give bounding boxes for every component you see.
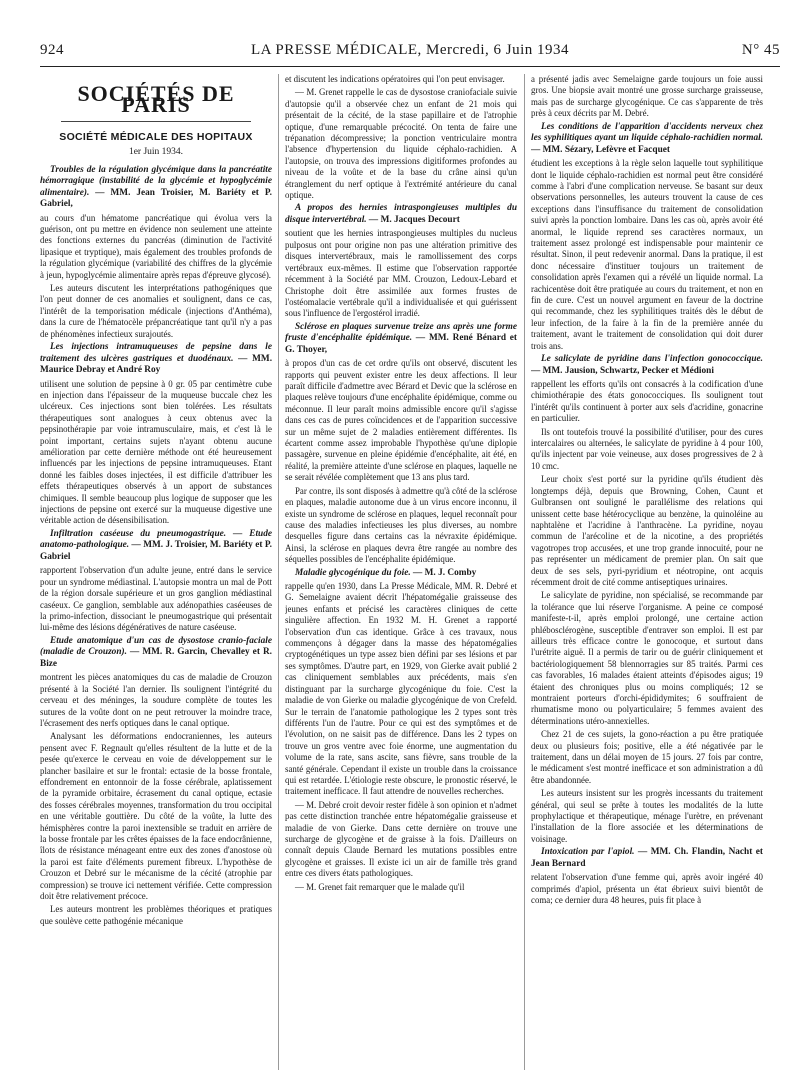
- article-title: Infiltration caséeuse du pneumogastrique. — Etude anatomo-pathologique. —: [40, 528, 272, 551]
- article-title: Etude anatomique d'un cas de dysostose cranio-faciale (maladie de Crouzon). —: [40, 635, 272, 658]
- article-title: Les injections intramuqueuses de pepsine dans le traitement des ulcères gastriques et duodénaux. —: [40, 342, 272, 364]
- article-authors: MM. Maurice Debray et André Roy: [40, 353, 272, 376]
- page-number: 924: [40, 42, 64, 58]
- article-pyridine: [531, 354, 763, 377]
- article-pneumogastrique: [40, 529, 272, 564]
- society-title: SOCIÉTÉ MÉDICALE DES HOPITAUX: [59, 130, 253, 143]
- issue-number: N° 45: [741, 42, 780, 58]
- article-title: Les conditions de l'apparition d'accidents nerveux chez les syphilitiques ayant un liquide céphalo-rachidien normal. —: [531, 121, 763, 155]
- paragraph: Le salicylate de pyridine, non spécialisé, se recommande par la tolérance que lui réserve l'organisme. A peine ce composé manifeste-t-il, après emploi prolongé, une certaine action phlébosclérogène, susceptible d'entraver son emploi. Il est par ailleurs très efficace contre le gonocoque, et surtout dans l'urétrite aiguë. Il a permis de tarir ou de guérir cliniquement et bactériologiquement 58 blennorragies sur 85 traités. Parmi ces cas favorables, 16 malades étaient atteints d'épisodes aigus; 19 étaient des chroniques plus ou moins compliqués; 12 se montraient porteurs d'orchi-épididymites; 6 souffraient de rhumatisme mono ou polyarticulaire; 5 femmes avaient des déterminations utéro-annexielles.: [531, 590, 763, 726]
- paragraph: au cours d'un hématome pancréatique qui évolua vers la guérison, ont pu mettre en évidence non seulement une atteinte des fonctions externes du pancréas (diminution de l'activité lipasique et tryptique), mais également des troubles profonds de la régulation glycémique (variabilité des chiffres de la glycémie à jeun, hypoglycémie alimentaire après repas d'épreuve glycosé).: [40, 212, 272, 280]
- article-title: Sclérose en plaques survenue treize ans après une forme fruste d'encéphalite épidémique. —: [285, 321, 517, 344]
- paragraph: rapportent l'observation d'un adulte jeune, entré dans le service pour un syndrome médiastinal. L'autopsie montra un mal de Pott de la région dorsale supérieure et un gros ganglion médiastinal caséeux. Ce ganglion, semblable aux adénopathies caséeuses de la primo-infection, dissociant le pneumogastrique qui présentait lui-même des lésions dégénératives de nature caséeuse.: [40, 565, 272, 633]
- column-1: [40, 74, 272, 1070]
- article-pancreatite: [40, 165, 272, 211]
- paragraph: Chez 21 de ces sujets, la gono-réaction a pu être pratiquée deux ou plusieurs fois; positive, elle a été négativée par le traitement, dans un délai moyen de 15 jours. 27 fois par contre, le médicament s'est montré inefficace et son administration a dû être abandonnée.: [531, 729, 763, 785]
- article-sclerose: [285, 322, 517, 357]
- article-syphilitiques: [531, 122, 763, 157]
- journal-title: LA PRESSE MÉDICALE, Mercredi, 6 Juin 1934: [251, 42, 569, 58]
- paragraph: et discutent les indications opératoires qui l'on peut envisager.: [285, 74, 505, 84]
- session-date: 1er Juin 1934.: [128, 147, 184, 158]
- paragraph: relatent l'observation d'une femme qui, après avoir ingéré 40 comprimés d'apiol, présenta un état ébrieux suivi bientôt de coma; ce dernier dura 48 heures, puis fit place à: [531, 872, 763, 906]
- article-pepsine: [40, 342, 272, 377]
- paragraph: Ils ont toutefois trouvé la possibilité d'utiliser, pour des cures intercalaires ou alternées, le salicylate de pyridine à 4 pour 100, qu'ils injectent par voie veineuse, aux doses progressives de 2 à 10 cmc.: [531, 426, 763, 471]
- article-title: A propos des hernies intraspongieuses multiples du disque intervertébral. —: [285, 203, 517, 225]
- paragraph: rappellent les efforts qu'ils ont consacrés à la codification d'une chimiothérapie des états gonococciques. Ils soulignent tout l'intérêt qu'ils continuent à porter aux sels d'acridine, gonacrine en particulier.: [531, 379, 763, 424]
- paragraph: utilisent une solution de pepsine à 0 gr. 05 par centimètre cube en injection dans l'épaisseur de la muqueuse buccale chez les ulcéreux. Ces injections sont bien tolérées. Les résultats thérapeutiques sont analogues à ceux obtenus avec la pepsinothérapie par voie intramusculaire, mais, et c'est là le point important, certains sujets n'ayant obtenu aucune amélioration par cette dernière méthode ont été heureusement influencés par les injections de pepsine intramuqueuses. Etant donné les faibles doses injectées, il est difficile d'attribuer les effets thérapeutiques observés à un apport de substances chimiques. Il semble beaucoup plus logique de supposer que les injections de pepsine ont exercé sur la muqueuse digestive une véritable action de désensibilisation.: [40, 378, 272, 526]
- column-3: [531, 74, 763, 1070]
- paragraph: à propos d'un cas de cet ordre qu'ils ont observé, discutent les rapports qui peuvent exister entre les deux affections. Il leur paraît difficile d'admettre avec Bérard et Devic que la sclérose en plaques relève toujours d'une encéphalite épidémique, comme ou méconnue. Il leur paraît moins admissible encore qu'il s'agisse dans ces cas de pures coïncidences et de l'apparition successive sur un même sujet de 2 maladies entièrement différentes. Ils écartent comme assez improbable l'hypothèse qu'une diplopie passagère, survenue en pleine épidémie d'encéphalite, ait été, en réalité, la première atteinte d'une sclérose en plaques, laquelle ne se serait révélée complètement que 13 ans plus tard.: [285, 358, 517, 483]
- article-authors: M. J. Comby: [424, 567, 477, 578]
- article-authors: MM. Ch. Flandin, Nacht et Jean Bernard: [531, 847, 763, 869]
- article-apiol: [531, 847, 763, 870]
- column-divider: [524, 74, 525, 1070]
- article-authors: MM. René Bénard et G. Thoyer,: [285, 333, 517, 355]
- paragraph: Par contre, ils sont disposés à admettre qu'à côté de la sclérose en plaques, maladie autonome due à un virus encore inconnu, il existe un syndrome de sclérose en plaques, lequel reconnaît pour cause des maladies infectieuses les plus diverses, au nombre desquelles figure dans certains cas la névraxite épidémique. Ainsi, la sclérose en plaques devra être rangée au nombre des séquelles possibles de l'encéphalite épidémique.: [285, 485, 517, 565]
- paragraph: Les auteurs discutent les interprétations pathogéniques que l'on peut donner de ces anomalies et soulignent, dans ce cas, l'intérêt de la temporisation médicale (injections d'Anthéma), dans la cure de l'hématocèle prépancréatique tant qu'il n'y a pas de phénomènes infectieux surajoutés.: [40, 283, 272, 339]
- article-authors: M. Jacques Decourt: [380, 214, 460, 225]
- article-title: Troubles de la régulation glycémique dans la pancréatite hémorragique (instabilité de la glycémie et hypoglycémie alimentaire). —: [40, 164, 272, 198]
- article-authors: MM. Sézary, Lefèvre et Facquet: [542, 144, 670, 155]
- paragraph: soutient que les hernies intraspongieuses multiples du nucleus pulposus ont pour origine non pas une altération primitive des disques intervertébraux, mais le ramollissement des corps vertébraux eux-mêmes. Il estime que l'observation rapportée récemment à la Société par MM. Crouzon, Ledoux-Lebard et Christophe doit être assimilée aux formes frustes de l'ostéomalacie vertébrale qu'il a individualisée et qui guérissent sous l'influence de l'ergostérol irradié.: [285, 228, 517, 319]
- paragraph: Leur choix s'est porté sur la pyridine qu'ils étudient dès longtemps déjà, depuis que Browning, Cohen, Caunt et Gulbransen ont souligné le parallélisme des relations qui unissent cette base hétérocyclique au benzène, la quinoléine au naphtalène et l'acridine à l'anthracène. La pyridine, noyau commun de l'arécoline et de la nicotine, a des propriétés vagotropes trop accusées, et une trop grande innocuité, pour ne pas représenter un médicament de premier plan. On sait que deux de ses sels, pyri-pyridium et néotropine, ont acquis récemment droit de cité comme antiseptiques urinaires.: [531, 474, 763, 587]
- paragraph: Les auteurs montrent les problèmes théoriques et pratiques que soulève cette pathogénie mécanique: [40, 904, 272, 926]
- article-crouzon: [40, 636, 272, 671]
- section-title: SOCIÉTÉS DE PARIS: [77, 81, 235, 118]
- paragraph: — M. Grenet rappelle le cas de dysostose craniofaciale suivie d'autopsie qu'il a observée chez un enfant de 21 mois qui présentait de la cécité, de la stase papillaire et de l'atrophie optique, d'une remarquable précocité. On tenta de faire une trépanation décompressive; la ponction ventriculaire montra l'absence d'hypertension du liquide céphalo-rachidien. A l'autopsie, on trouva des impressions digitiformes profondes au niveau de la voûte et de la base du crâne ainsi qu'un étranglement du nerf optique à l'extrémité antérieure du canal optique.: [285, 87, 517, 201]
- paragraph: — M. Grenet fait remarquer que le malade qu'il: [295, 881, 465, 892]
- article-authors: MM. Jausion, Schwartz, Pecker et Médioni: [542, 365, 714, 376]
- article-authors: MM. R. Garcin, Chevalley et R. Bize: [40, 647, 272, 669]
- paragraph: Les auteurs insistent sur les progrès incessants du traitement général, qui seul se prête à toutes les modalités de la lutte prophylactique et thérapeutique, ménage l'urètre, en prévenant l'installation de la flore associée et les déterminations de voisinage.: [531, 788, 763, 844]
- paragraph: a présenté jadis avec Semelaigne garde toujours un foie aussi gros. Une biopsie avait montré une grosse surcharge graisseuse, mais pas de surcharge glycogénique. Ce cas s'apparente de très près à ceux décrits par M. Debré.: [531, 74, 763, 119]
- paragraph: Analysant les déformations endocraniennes, les auteurs pensent avec F. Regnault qu'elles résultent de la lutte et de la pesée qu'exerce le cerveau en voie de développement sur le plancher basilaire et sur le frontal: ectasie de la bosse frontale, effondrement en entonnoir de la fosse cérébrale, aplatissement de la pyramide orbitaire, écrasement du canal optique, ectasie des fosses cérébrales moyennes, transformation du trou occipital en une véritable gouttière. Du côté de la voûte, la lutte des hémisphères contre la paroi inextensible se traduit en arrière de la bosse frontale par les crêtes épaisses de la face endocrânienne, îlots de résistance ménageant entre eux des zones d'anostose où la paroi est faite d'éléments purement fibreux. L'hypothèse de Crouzon et Debré sur le mécanisme de la cécité (atrophie par compression) se trouve ici nettement vérifiée. Cette compression doit être relativement précoce.: [40, 731, 272, 902]
- column-divider: [278, 74, 279, 1070]
- paragraph: montrent les pièces anatomiques du cas de maladie de Crouzon présenté à la Société l'an dernier. Ils soulignent l'intégrité du cerveau et des méninges, la soudure complète de toutes les sutures de la voûte dont on ne peut retrouver la moindre trace, l'écrasement des nerfs optiques dans le canal optique.: [40, 672, 272, 728]
- article-title: Intoxication par l'apiol. —: [541, 847, 648, 858]
- paragraph: — M. Debré croit devoir rester fidèle à son opinion et n'admet pas cette distinction tranchée entre hépatomégalie graisseuse et maladie de von Gierke. Dans cette dernière on trouve une surcharge de glycogène et de graisse à la fois. D'ailleurs on connaît depuis Claude Bernard les mutations possibles entre glycogène et graisses. Il existe ici un air de famille très grand entre ces divers états pathologiques.: [285, 799, 517, 879]
- header-rule: [40, 66, 780, 67]
- section-rule: [61, 121, 251, 122]
- article-glycogenique: [285, 568, 517, 580]
- article-title: Le salicylate de pyridine dans l'infection gonococcique. —: [531, 354, 763, 376]
- article-hernies: [285, 203, 517, 226]
- article-authors: MM. J. Troisier, M. Bariéty et P. Gabriel: [40, 540, 272, 562]
- running-header: [40, 42, 780, 62]
- paragraph: étudient les exceptions à la règle selon laquelle tout syphilitique dont le liquide céphalo-rachidien est normal peut être considéré comme à l'abri d'une complication nerveuse. Se basant sur deux observations personnelles, les auteurs trouvent la cause de ces exceptions dans l'insuffisance du traitement de consolidation suivi après la ponction lombaire. Dans les cas où, après avoir été anormal, le liquide reprend ses caractères normaux, un traitement assez prolongé est indispensable pour maintenir ce résultat. Sinon, il peut redevenir anormal. Dans la pratique, il est donc nécessaire d'instituer toujours un traitement de consolidation après l'examen qui a révélé un liquide normal. La rachicentèse doit être pratiquée au cours du traitement, et non en fin de cure. C'est un nouvel argument en faveur de la doctrine qui recommande, chez les syphilitiques traités dès le début de leur infection, de la faire à la fin de la première année du traitement, avant le traitement de consolidation qui doit durer trois ans.: [531, 158, 763, 351]
- article-title: Maladie glycogénique du foie. —: [295, 567, 423, 578]
- paragraph: rappelle qu'en 1930, dans La Presse Médicale, MM. R. Debré et G. Semelaigne avaient décrit l'hépatomégalie graisseuse des jeunes enfants et précisé les caractères cliniques de cette singulière affection. En 1932 M. H. Grenet a rapporté l'observation d'un cas identique. Grâce à ces travaux, nous commençons à dégager dans la masse des hépatomégalies cryptogénétiques un type assez bien défini par ses lésions et par ses symptômes. D'autre part, en 1929, von Gierke avait publié 2 cas cliniquement semblables aux précédents, mais s'en distinguant par la surcharge glycogénique du foie. C'est la maladie de von Gierke ou maladie glycogénique de von Crefeld. Sur le terrain de l'anatomie pathologique les 2 types sont très différents l'un de l'autre. Pour ce qui est des symptômes et de l'évolution, on ne saisit pas de différence. Dans les 2 types on trouve un gros ventre avec foie énorme, une augmentation du volume de la rate, sans ascite, sans fièvre, sans trouble de la santé générale. Cependant il existe un trouble dans la croissance qui est retardée. L'étiologie reste obscure, le pronostic réservé, le traitement inefficace. Il faut attendre de nouvelles recherches.: [285, 581, 517, 797]
- article-authors: MM. Jean Troisier, M. Bariéty et P. Gabriel,: [40, 187, 272, 210]
- column-2: [285, 74, 517, 1070]
